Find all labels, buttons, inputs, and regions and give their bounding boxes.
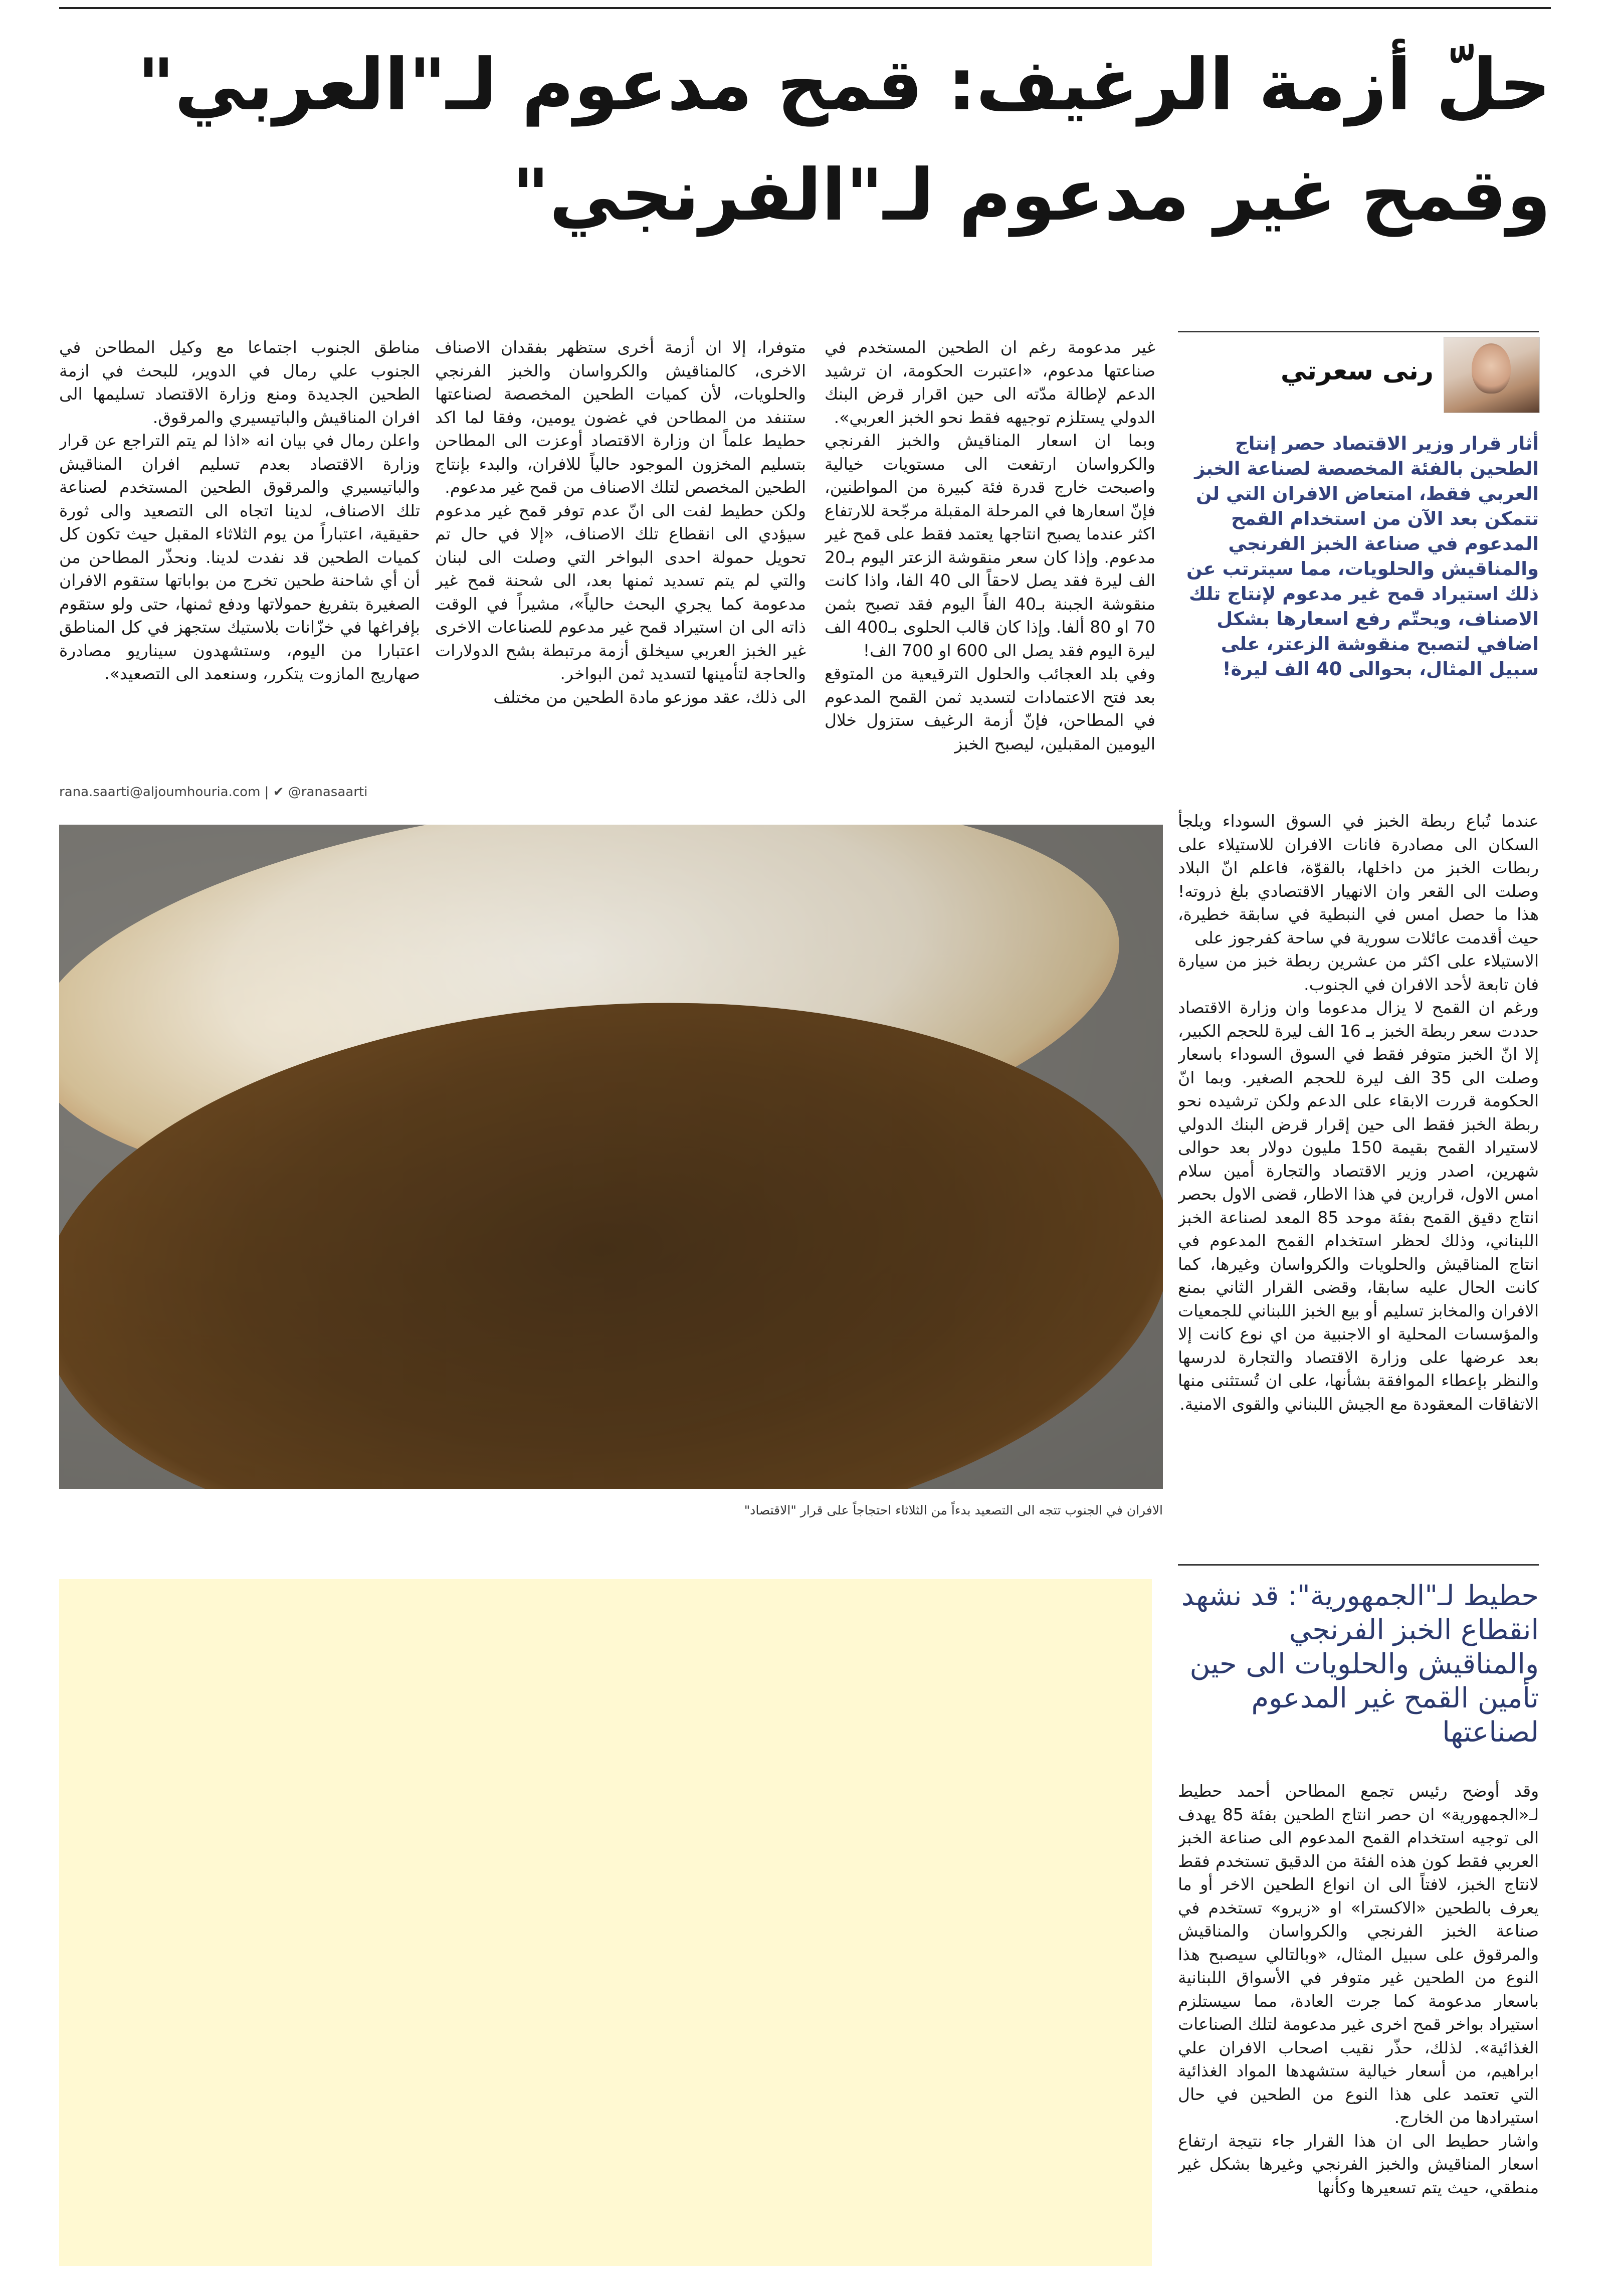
article-column-5 xyxy=(1178,1780,1539,2281)
top-rule xyxy=(59,7,1551,9)
headline xyxy=(59,30,1551,281)
paragraph: واعلن رمال في بيان انه «اذا لم يتم التراجع عن قرار وزارة الاقتصاد بعدم تسليم افران المناقيش والباتيسيري والمرقوق الطحين المستخدم لصناعة تلك الاصناف، لدينا اتجاه الى التصعيد والى ثورة حقيقية، اعتباراً من يوم الثلاثاء المقبل حيث تكون كل كميات الطحين قد نفدت لدينا. ونحذّر المطاحن من أن أي شاحنة طحين تخرج من بواباتها ستقوم الافران الصغيرة بتفريغ حمولاتها ودفع ثمنها، حتى ولو ستقوم بإفراغها في خزّانات بلاستيك ستجهز في كل المناطق اعتبارا من اليوم، وستشهدون سيناريو مصادرة صهاريج المازوت يتكرر، وسنعمد الى التصعيد». xyxy=(59,431,420,683)
author-contact: rana.saarti@aljoumhouria.com | ✔ @ranasaarti xyxy=(59,785,368,800)
paragraph: وقد أوضح رئيس تجمع المطاحن أحمد حطيط لـ«الجمهورية» ان حصر انتاج الطحين بفئة 85 يهدف الى توجيه استخدام القمح المدعوم الى صناعة الخبز العربي فقط كون هذه الفئة من الدقيق تستخدم فقط لانتاج الخبز، لافتاً الى ان انواع الطحين الاخر أو ما يعرف بالطحين «الاكسترا» او «زيرو» تستخدم في صناعة الخبز الفرنجي والكرواسان والمناقيش والمرقوق على سبيل المثال، «وبالتالي سيصبح هذا النوع من الطحين غير متوفر في الأسواق اللبنانية باسعار مدعومة كما جرت العادة، مما سيستلزم استيراد بواخر قمح اخرى غير مدعومة لتلك الصناعات الغذائية». لذلك، حذّر نقيب اصحاب الافران علي ابراهيم، من أسعار خيالية ستشهدها المواد الغذائية التي تعتمد على هذا النوع من الطحين في حال استيرادها من الخارج. xyxy=(1178,1781,1539,2127)
article-column-3 xyxy=(825,336,1155,807)
lead-paragraph: أثار قرار وزير الاقتصاد حصر إنتاج الطحين بالفئة المخصصة لصناعة الخبز العربي فقط، امتعاض الافران التي لن تتمكن بعد الآن من استخدام القمح المدعوم في صناعة الخبز الفرنجي والمناقيش والحلويات، مما سيترتب عن ذلك استيراد قمح غير مدعوم لإنتاج تلك الاصناف، ويحتّم رفع اسعارها بشكل اضافي لتصبح منقوشة الزعتر، على سبيل المثال، بحوالى 40 الف ليرة! xyxy=(1186,433,1539,680)
paragraph: ورغم ان القمح لا يزال مدعوما وان وزارة الاقتصاد حددت سعر ربطة الخبز بـ 16 الف ليرة للحجم الكبير، إلا انّ الخبز متوفر فقط في السوق السوداء باسعار وصلت الى 35 الف ليرة للحجم الصغير. وبما انّ الحكومة قررت الابقاء على الدعم ولكن ترشيده نحو ربطة الخبز فقط الى حين إقرار قرض البنك الدولي لاستيراد القمح بقيمة 150 مليون دولار بعد حوالى شهرين، اصدر وزير الاقتصاد والتجارة أمين سلام امس الاول، قرارين في هذا الاطار، قضى الاول بحصر انتاج دقيق القمح بفئة موحد 85 المعد لصناعة الخبز اللبناني، وذلك لحظر استخدام القمح المدعوم في انتاج المناقيش والحلويات والكرواسان وغيرها، كما كانت الحال عليه سابقا، وقضى القرار الثاني بمنع الافران والمخابز تسليم أو بيع الخبز اللبناني للجمعيات والمؤسسات المحلية او الاجنبية من اي نوع كانت إلا بعد عرضها على وزارة الاقتصاد والتجارة لدرسها والنظر بإعطاء الموافقة بشأنها، على ان تُستثنى منها الاتفاقات المعقودة مع الجيش اللبناني والقوى الامنية. xyxy=(1178,998,1539,1414)
paragraph: وفي بلد العجائب والحلول الترقيعية من المتوقع بعد فتح الاعتمادات لتسديد ثمن القمح المدعوم في المطاحن، فإنّ أزمة الرغيف ستزول خلال اليومين المقبلين، ليصبح الخبز xyxy=(825,664,1155,753)
pull-quote-rule xyxy=(1178,1564,1539,1566)
paragraph: مناطق الجنوب اجتماعا مع وكيل المطاحن في الجنوب علي رمال في الدوير، للبحث في ازمة الطحين الجديدة ومنع وزارة الاقتصاد تسليمها الى افران المناقيش والباتيسيري والمرقوق. xyxy=(59,337,420,427)
paragraph: الاستيلاء على اكثر من عشرين ربطة خبز من سيارة فان تابعة لأحد الافران في الجنوب. xyxy=(1178,951,1539,994)
headline-line-2: وقمح غير مدعوم لـ"الفرنجي" xyxy=(512,154,1551,237)
article-column-1 xyxy=(59,336,420,777)
author-name: رنى سعرتي xyxy=(1280,356,1434,386)
article-photo-manakish xyxy=(59,825,1163,1489)
pull-quote: حطيط لـ"الجمهورية": قد نشهد انقطاع الخبز الفرنجي والمناقيش والحلويات الى حين تأمين القمح غير المدعوم لصناعتها xyxy=(1181,1580,1539,1749)
highlight-box xyxy=(59,1579,1152,2266)
paragraph: متوفرا، إلا ان أزمة أخرى ستظهر بفقدان الاصناف الاخرى، كالمناقيش والكرواسان والخبز الفرنجي والحلويات، لأن كميات الطحين المخصصة لصناعتها ستنفد من المطاحن في غضون يومين، وفقا لما اكد حطيط علماً ان وزارة الاقتصاد أوعزت الى المطاحن بتسليم المخزون الموجود حالياً للافران، والبدء بإنتاج الطحين المخصص لتلك الاصناف من قمح غير مدعوم. xyxy=(435,337,806,497)
author-photo xyxy=(1444,337,1540,413)
paragraph: وبما ان اسعار المناقيش والخبز الفرنجي والكرواسان ارتفعت الى مستويات خيالية واصبحت خارج قدرة فئة كبيرة من المواطنين، فإنّ اسعارها في المرحلة المقبلة مرجّحة للارتفاع اكثر عندما يصبح انتاجها يعتمد فقط على قمح غير مدعوم. وإذا كان سعر منقوشة الزعتر اليوم بـ20 الف ليرة فقد يصل لاحقاً الى 40 الفا، واذا كانت منقوشة الجبنة بـ40 الفاً اليوم فقد تصبح بثمن 70 او 80 ألفا. وإذا كان قالب الحلوى بـ400 الف ليرة اليوم فقد يصل الى 600 او 700 الف! xyxy=(825,431,1155,660)
headline-line-1: حلّ أزمة الرغيف: قمح مدعوم لـ"العربي" xyxy=(137,44,1551,126)
photo-caption: الافران في الجنوب تتجه الى التصعيد بدءاً من الثلاثاء احتجاجاً على قرار "الاقتصاد" xyxy=(744,1503,1163,1517)
article-column-4 xyxy=(1178,810,1539,1559)
byline-rule xyxy=(1178,331,1539,332)
paragraph: غير مدعومة رغم ان الطحين المستخدم في صناعتها مدعوم، «اعتبرت الحكومة، ان ترشيد الدعم لإطالة مدّته الى حين اقرار قرض البنك الدولي يستلزم توجيهه فقط نحو الخبز العربي». xyxy=(825,337,1155,427)
paragraph: الى ذلك، عقد موزعو مادة الطحين من مختلف xyxy=(493,687,806,707)
article-column-2 xyxy=(435,336,806,807)
paragraph: عندما تُباع ربطة الخبز في السوق السوداء ويلجأ السكان الى مصادرة فانات الافران للاستيلاء على ربطات الخبز من داخلها، بالقوّة، فاعلم انّ البلاد وصلت الى القعر وان الانهيار الاقتصادي بلغ ذروته! هذا ما حصل امس في النبطية في سابقة خطيرة، حيث أقدمت عائلات سورية في ساحة كفرجوز على xyxy=(1178,811,1539,947)
paragraph: ولكن حطيط لفت الى انّ عدم توفر قمح غير مدعوم سيؤدي الى انقطاع تلك الاصناف، «إلا في حال تم تحويل حمولة احدى البواخر التي وصلت الى لبنان والتي لم يتم تسديد ثمنها بعد، الى شحنة قمح غير مدعومة كما يجري البحث حالياً»، مشيراً في الوقت ذاته الى ان استيراد قمح غير مدعوم للصناعات الاخرى غير الخبز العربي سيخلق أزمة مرتبطة بشح الدولارات والحاجة لتأمينها لتسديد ثمن البواخر. xyxy=(435,500,806,683)
paragraph: واشار حطيط الى ان هذا القرار جاء نتيجة ارتفاع اسعار المناقيش والخبز الفرنجي وغيرها بشكل غير منطقي، حيث يتم تسعيرها وكأنها xyxy=(1178,2131,1539,2197)
